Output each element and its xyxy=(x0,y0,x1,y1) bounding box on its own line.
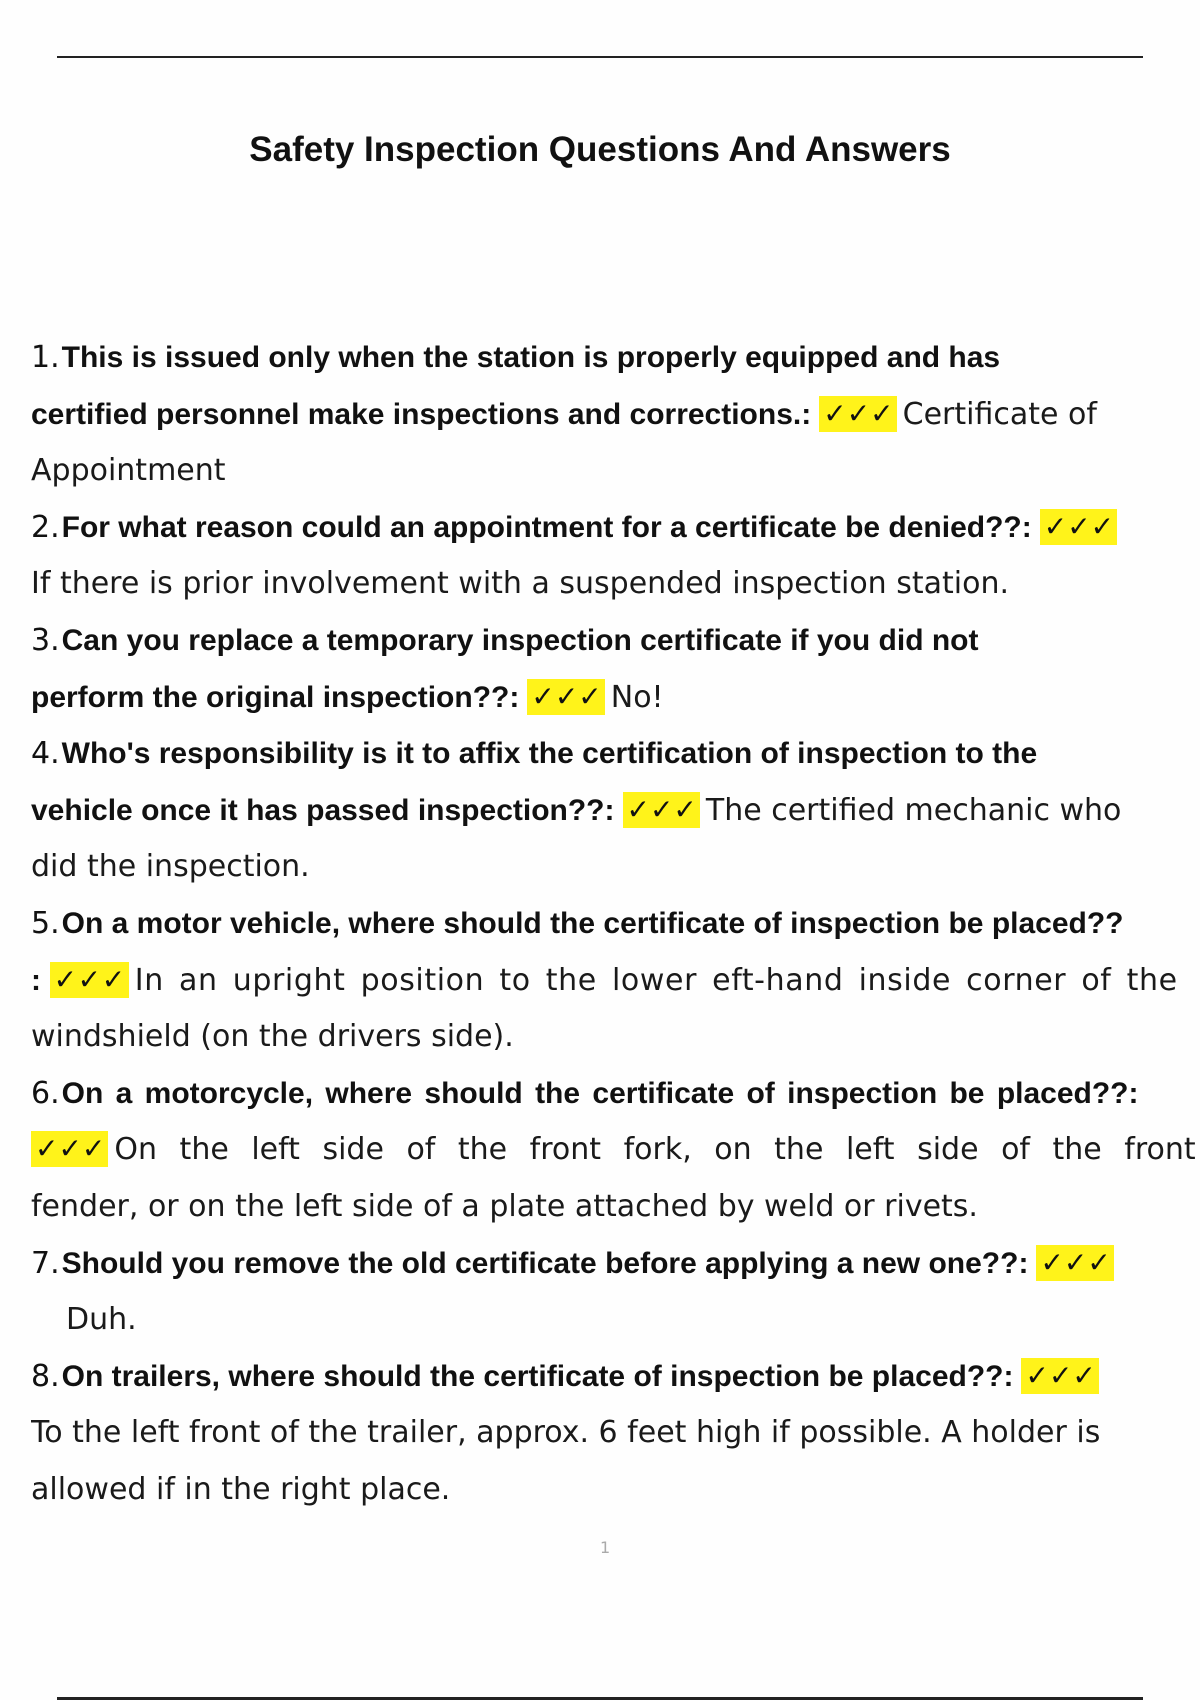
qa-item-4 xyxy=(31,726,1200,896)
question-text: On trailers, where should the certificate of inspection be placed??: xyxy=(61,1359,1014,1393)
check-mark-icon: ✓✓✓ xyxy=(819,396,896,432)
qa-item-7 xyxy=(31,1236,1200,1349)
check-mark-icon: ✓✓✓ xyxy=(1021,1358,1098,1394)
question-text: Should you remove the old certificate before applying a new one??: xyxy=(61,1246,1029,1280)
answer-text: If there is prior involvement with a suspended inspection station. xyxy=(31,566,1010,602)
qa-item-5 xyxy=(31,896,1200,1066)
answer-text: No! xyxy=(610,679,664,715)
answer-text: In an upright position to the lower eft-hand inside corner of the xyxy=(134,962,1178,998)
question-text: Can you replace a temporary inspection certificate if you did not xyxy=(61,623,979,657)
page-number: 1 xyxy=(600,1538,611,1557)
check-mark-icon: ✓✓✓ xyxy=(1040,509,1117,545)
answer-text: Certificate of xyxy=(902,396,1097,432)
answer-text: fender, or on the left side of a plate attached by weld or rivets. xyxy=(31,1188,978,1224)
qa-list xyxy=(31,330,1200,1518)
qa-item-2 xyxy=(31,500,1200,613)
answer-text: Appointment xyxy=(31,453,226,489)
qa-item-1 xyxy=(31,330,1200,500)
answer-text: did the inspection. xyxy=(31,849,310,885)
question-text: For what reason could an appointment for a certificate be denied??: xyxy=(61,510,1032,544)
item-number: 4. xyxy=(31,736,60,772)
question-text: certified personnel make inspections and corrections.: xyxy=(31,397,812,431)
qa-item-3 xyxy=(31,613,1200,726)
check-mark-icon: ✓✓✓ xyxy=(527,679,604,715)
item-number: 3. xyxy=(31,622,60,658)
question-text: Who's responsibility is it to affix the certification of inspection to the xyxy=(61,737,1038,771)
check-mark-icon: ✓✓✓ xyxy=(31,1131,108,1167)
answer-text: windshield (on the drivers side). xyxy=(31,1019,514,1055)
answer-text: allowed if in the right place. xyxy=(31,1471,451,1507)
answer-text: Duh. xyxy=(66,1302,137,1338)
question-text: perform the original inspection??: xyxy=(31,680,520,714)
item-number: 1. xyxy=(31,340,60,375)
item-number: 5. xyxy=(31,905,60,941)
check-mark-icon: ✓✓✓ xyxy=(50,962,129,998)
item-number: 7. xyxy=(31,1245,60,1281)
question-text: On a motor vehicle, where should the certificate of inspection be placed?? xyxy=(61,906,1124,940)
answer-text: On the left side of the front fork, on the left side of the front xyxy=(114,1132,1196,1168)
top-rule xyxy=(57,56,1143,58)
question-text: On a motorcycle, where should the certificate of inspection be placed??: xyxy=(61,1076,1139,1110)
check-mark-icon: ✓✓✓ xyxy=(1036,1245,1113,1281)
question-text: vehicle once it has passed inspection??: xyxy=(31,793,615,827)
check-mark-icon: ✓✓✓ xyxy=(623,792,700,828)
item-number: 2. xyxy=(31,509,60,545)
item-number: 8. xyxy=(31,1358,60,1394)
qa-item-6 xyxy=(31,1066,1200,1236)
qa-item-8 xyxy=(31,1349,1200,1519)
question-text: This is issued only when the station is properly equipped and has xyxy=(61,341,1001,374)
answer-text: The certified mechanic who xyxy=(705,792,1122,828)
question-text: : xyxy=(31,963,42,997)
answer-text: To the left front of the trailer, approx. 6 feet high if possible. A holder is xyxy=(31,1415,1101,1451)
page-title: Safety Inspection Questions And Answers xyxy=(249,130,951,169)
item-number: 6. xyxy=(31,1075,60,1111)
